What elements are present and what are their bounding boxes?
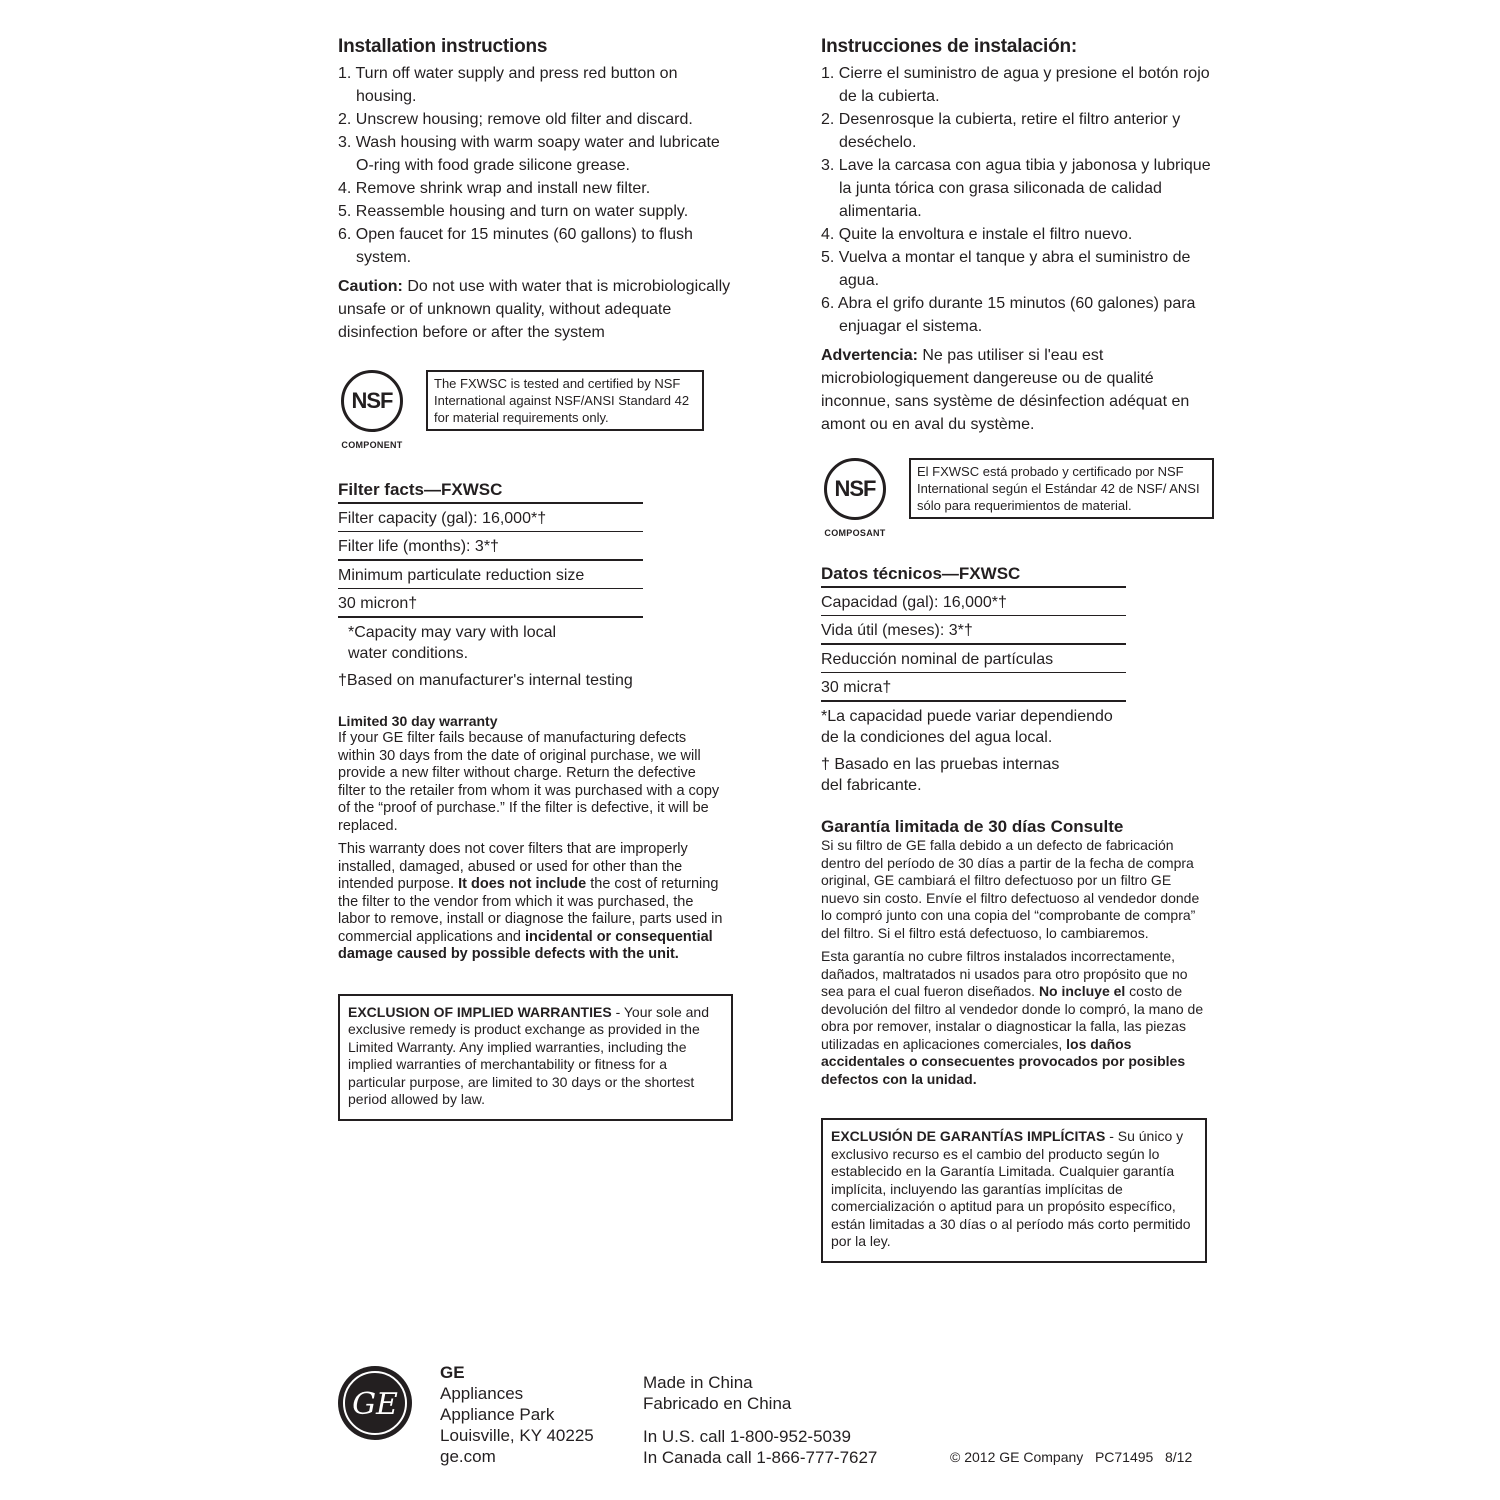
exclusion-text-es: - Su único y exclusivo recurso es el cambio del producto según lo establecido en la Garantía Limitada. Cualquier garantía implícita, incluyendo las garantías implícitas de comercialización o aptitud para un propósito específico, están limitadas a 30 días o al período más corto permitido por la ley.	[831, 1128, 1191, 1249]
phone-info	[643, 1426, 877, 1468]
warranty-text: Esta garantía no cubre filtros instalados incorrectamente, dañados, maltratados ni usados para otro propósito que no sea para el cual fueron diseñados.	[821, 948, 1188, 999]
nsf-sub-label: COMPONENT	[341, 440, 403, 450]
fact-row: Reducción nominal de partículas	[821, 645, 1126, 673]
exclusion-text: - Your sole and exclusive remedy is product exchange as provided in the Limited Warranty. Any implied warranties, including the implied warranties of merchantability or fitness for a particular purpose, are limited to 30 days or the shortest period allowed by law.	[348, 1003, 709, 1107]
list-item: 5. Vuelva a montar el tanque y abra el suministro de agua.	[821, 249, 1191, 289]
caution-body-es: Ne pas utiliser si l'eau est microbiologiquement dangereuse ou de qualité inconnue, sans système de désinfection adéquat en amont ou en aval du système.	[821, 347, 1190, 433]
brand-name: GE	[440, 1363, 465, 1382]
nsf-sub-label-es: COMPOSANT	[824, 528, 886, 538]
list-item: 2. Unscrew housing; remove old filter and discard.	[338, 111, 693, 128]
nsf-statement-es: El FXWSC está probado y certificado por NSF International según el Estándar 42 de NSF/ ANSI sólo para requerimientos de material.	[909, 458, 1214, 519]
fact-row: 30 micra†	[821, 673, 1126, 702]
list-item: 6. Open faucet for 15 minutes (60 gallons) to flush system.	[338, 226, 693, 266]
address-line: Appliance Park	[440, 1405, 555, 1424]
implied-warranty-box	[338, 994, 733, 1121]
warranty-bold: incidental or consequential damage caused by possible defects with the unit.	[338, 928, 713, 962]
install-title-es: Instrucciones de instalación:	[821, 36, 1078, 57]
nsf-circle-icon	[341, 370, 403, 432]
warranty-bold: No incluye el	[1038, 983, 1126, 999]
warranty-section	[338, 713, 723, 964]
phone-canada: In Canada call 1-866-777-7627	[643, 1448, 878, 1467]
nsf-circle-icon	[824, 458, 886, 520]
fact-row: Filter life (months): 3*†	[338, 532, 643, 561]
list-item: 2. Desenrosque la cubierta, retire el filtro anterior y deséchelo.	[821, 111, 1181, 151]
implied-warranty-box-es	[821, 1118, 1207, 1263]
install-steps-es	[821, 62, 1221, 338]
footer	[0, 1362, 1500, 1472]
spanish-column	[821, 36, 1221, 1263]
fact-row: 30 micron†	[338, 589, 643, 618]
facts-title-es: Datos técnicos—FXWSC	[821, 564, 1126, 588]
list-item: 1. Turn off water supply and press red button on housing.	[338, 65, 678, 105]
nsf-logo-es	[821, 458, 889, 538]
exclusion-label-es: EXCLUSIÓN DE GARANTÍAS IMPLÍCITAS	[831, 1128, 1106, 1144]
warranty-text: the cost of returning the filter to the vendor from which it was purchased, the labor to remove, install or diagnose the failure, parts used in commercial applications and	[338, 876, 723, 945]
warranty-exclusions	[338, 841, 723, 964]
nsf-logo-text: NSF	[834, 476, 876, 501]
warranty-text: This warranty does not cover filters that are improperly installed, damaged, abused or used for other than the intended purpose.	[338, 841, 688, 892]
list-item: 3. Wash housing with warm soapy water and lubricate O-ring with food grade silicone grease.	[338, 134, 720, 174]
address-line: Louisville, KY 40225	[440, 1426, 594, 1445]
company-address	[440, 1362, 594, 1467]
fact-row: Minimum particulate reduction size	[338, 561, 643, 589]
origin-info	[643, 1372, 791, 1414]
exclusion-label: EXCLUSION OF IMPLIED WARRANTIES	[348, 1003, 612, 1020]
testing-note-es: † Basado en las pruebas internas del fabricante.	[821, 756, 1060, 794]
fact-row: Vida útil (meses): 3*†	[821, 616, 1126, 645]
website-link[interactable]: ge.com	[440, 1447, 496, 1466]
nsf-certification-es	[821, 458, 1221, 548]
warranty-exclusions-es	[821, 948, 1209, 1088]
install-steps	[338, 62, 738, 269]
list-item: 3. Lave la carcasa con agua tibia y jabonosa y lubrique la junta tórica con grasa siliconada de calidad alimentaria.	[821, 157, 1211, 220]
list-item: 6. Abra el grifo durante 15 minutos (60 galones) para enjuagar el sistema.	[821, 295, 1196, 335]
warranty-section-es	[821, 816, 1209, 1088]
list-item: 1. Cierre el suministro de agua y presione el botón rojo de la cubierta.	[821, 65, 1210, 105]
warranty-title: Limited 30 day warranty	[338, 713, 498, 729]
made-in-en: Made in China	[643, 1373, 753, 1392]
address-line: Appliances	[440, 1384, 524, 1403]
nsf-logo	[338, 370, 406, 450]
capacity-note: *Capacity may vary with local water conditions.	[348, 624, 557, 662]
testing-note: †Based on manufacturer's internal testing	[338, 672, 633, 689]
list-item: 5. Reassemble housing and turn on water supply.	[338, 203, 689, 220]
filter-facts	[338, 480, 738, 691]
facts-title: Filter facts—FXWSC	[338, 480, 643, 504]
nsf-certification	[338, 370, 738, 460]
warranty-bold: los daños accidentales o consecuentes provocados por posibles defectos con la unidad.	[821, 1035, 1186, 1087]
phone-us: In U.S. call 1-800-952-5039	[643, 1427, 851, 1446]
list-item: 4. Remove shrink wrap and install new filter.	[338, 180, 651, 197]
ge-logo-icon	[337, 1365, 413, 1441]
nsf-statement: The FXWSC is tested and certified by NSF International against NSF/ANSI Standard 42 for material requirements only.	[426, 370, 704, 431]
install-title: Installation instructions	[338, 36, 548, 57]
warranty-title-es: Garantía limitada de 30 días Consulte	[821, 817, 1124, 836]
nsf-logo-text: NSF	[351, 388, 393, 413]
caution-label: Caution:	[338, 278, 403, 295]
capacity-note-es: *La capacidad puede variar dependiendo de la condiciones del agua local.	[821, 708, 1113, 746]
caution-body: Do not use with water that is microbiologically unsafe or of unknown quality, without adequate disinfection before or after the system	[338, 278, 731, 341]
filter-facts-es	[821, 564, 1221, 796]
english-column	[338, 36, 738, 1121]
fact-row: Capacidad (gal): 16,000*†	[821, 588, 1126, 616]
warranty-paragraph: If your GE filter fails because of manufacturing defects within 30 days from the date of original purchase, we will provide a new filter without charge. Return the defective filter to the retailer from whom it was purchased with a copy of the “proof of purchase.” If the filter is defective, it will be replaced.	[338, 730, 720, 834]
caution-label-es: Advertencia:	[821, 347, 918, 364]
warranty-text: costo de devolución del filtro al vendedor donde lo compró, la mano de obra por remover, instalar o diagnosticar la falla, las piezas utilizadas en aplicaciones comerciales,	[821, 983, 1204, 1052]
copyright: © 2012 GE Company PC71495 8/12	[950, 1449, 1193, 1465]
warranty-bold: It does not include	[458, 876, 587, 892]
ge-logo-text: GE	[352, 1387, 398, 1422]
made-in-es: Fabricado en China	[643, 1394, 792, 1413]
list-item: 4. Quite la envoltura e instale el filtro nuevo.	[821, 226, 1133, 243]
warranty-paragraph-es: Si su filtro de GE falla debido a un defecto de fabricación dentro del período de 30 días a partir de la fecha de compra original, GE cambiará el filtro defectuoso por un filtro GE nuevo sin costo. Envíe el filtro defectuoso al vendedor donde lo compró junto con una copia del “comprobante de compra” del filtro. Si el filtro está defectuoso, lo cambiaremos.	[821, 837, 1200, 941]
fact-row: Filter capacity (gal): 16,000*†	[338, 504, 643, 532]
caution-text	[338, 275, 738, 344]
caution-text-es	[821, 344, 1221, 436]
